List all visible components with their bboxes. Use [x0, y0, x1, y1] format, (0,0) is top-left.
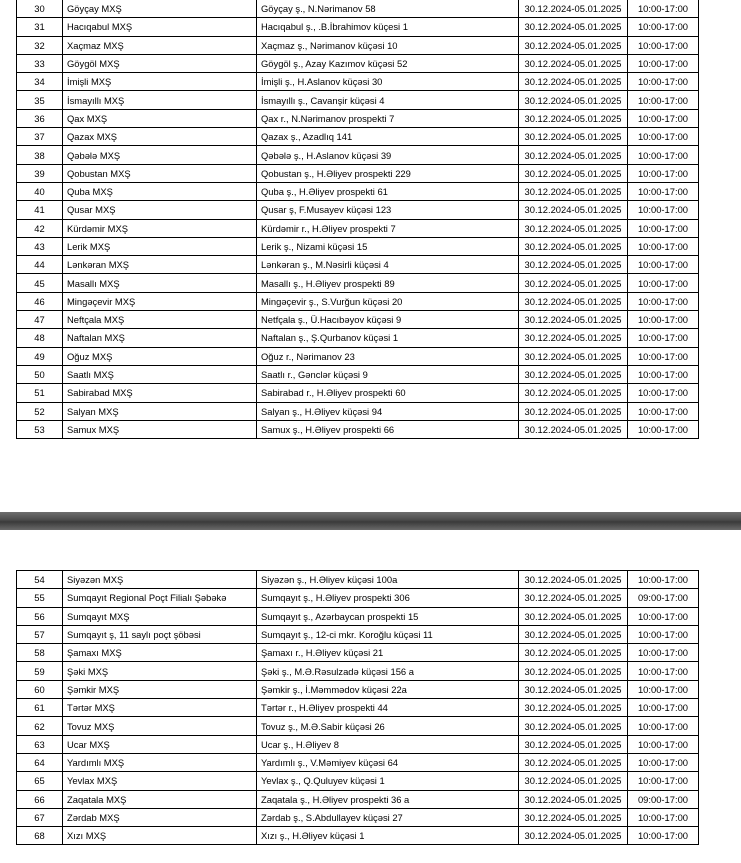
branch-address-cell: Şəki ş., M.Ə.Rəsulzadə küçəsi 156 a	[257, 662, 519, 680]
branch-address-cell: Qəbələ ş., H.Aslanov küçəsi 39	[257, 146, 519, 164]
table-row	[17, 420, 699, 438]
row-number-cell: 46	[17, 292, 63, 310]
date-range-cell: 30.12.2024-05.01.2025	[519, 662, 628, 680]
working-hours-cell: 10:00-17:00	[628, 662, 699, 680]
branch-address-cell: Saatlı r., Gənclər küçəsi 9	[257, 365, 519, 383]
row-number-cell: 48	[17, 329, 63, 347]
row-number-cell: 61	[17, 699, 63, 717]
date-range-cell: 30.12.2024-05.01.2025	[519, 365, 628, 383]
row-number-cell: 59	[17, 662, 63, 680]
branch-name-cell: Qəbələ MXŞ	[63, 146, 257, 164]
branch-address-cell: Lənkəran ş., M.Nəsirli küçəsi 4	[257, 256, 519, 274]
table-row	[17, 109, 699, 127]
table-row	[17, 292, 699, 310]
date-range-cell: 30.12.2024-05.01.2025	[519, 717, 628, 735]
date-range-cell: 30.12.2024-05.01.2025	[519, 329, 628, 347]
working-hours-cell: 10:00-17:00	[628, 347, 699, 365]
table-row	[17, 91, 699, 109]
working-hours-cell: 10:00-17:00	[628, 420, 699, 438]
table-row	[17, 790, 699, 808]
row-number-cell: 66	[17, 790, 63, 808]
table-row	[17, 589, 699, 607]
branch-name-cell: Tovuz MXŞ	[63, 717, 257, 735]
row-number-cell: 35	[17, 91, 63, 109]
working-hours-cell: 10:00-17:00	[628, 808, 699, 826]
branch-address-cell: Naftalan ş., Ş.Qurbanov küçəsi 1	[257, 329, 519, 347]
working-hours-cell: 10:00-17:00	[628, 402, 699, 420]
branch-address-cell: Yevlax ş., Q.Quluyev küçəsi 1	[257, 772, 519, 790]
working-hours-cell: 09:00-17:00	[628, 790, 699, 808]
branch-address-cell: Oğuz r., Nərimanov 23	[257, 347, 519, 365]
row-number-cell: 43	[17, 237, 63, 255]
working-hours-cell: 10:00-17:00	[628, 18, 699, 36]
branch-address-cell: Xızı ş., H.Əliyev küçəsi 1	[257, 827, 519, 845]
branch-name-cell: Sumqayıt ş, 11 saylı poçt şöbəsi	[63, 625, 257, 643]
branch-name-cell: Zərdab MXŞ	[63, 808, 257, 826]
branch-name-cell: Şəki MXŞ	[63, 662, 257, 680]
date-range-cell: 30.12.2024-05.01.2025	[519, 384, 628, 402]
table-row	[17, 237, 699, 255]
branch-name-cell: Hacıqabul MXŞ	[63, 18, 257, 36]
date-range-cell: 30.12.2024-05.01.2025	[519, 790, 628, 808]
table-row	[17, 772, 699, 790]
working-hours-cell: 10:00-17:00	[628, 73, 699, 91]
branch-address-cell: Tovuz ş., M.Ə.Sabir küçəsi 26	[257, 717, 519, 735]
branch-address-cell: Zərdab ş., S.Abdullayev küçəsi 27	[257, 808, 519, 826]
branch-name-cell: Zaqatala MXŞ	[63, 790, 257, 808]
branch-address-cell: Yardımlı ş., V.Məmiyev küçəsi 64	[257, 753, 519, 771]
table-row	[17, 827, 699, 845]
date-range-cell: 30.12.2024-05.01.2025	[519, 201, 628, 219]
branch-address-cell: Kürdəmir r., H.Əliyev prospekti 7	[257, 219, 519, 237]
working-hours-cell: 10:00-17:00	[628, 146, 699, 164]
working-hours-cell: 10:00-17:00	[628, 680, 699, 698]
branch-name-cell: Ucar MXŞ	[63, 735, 257, 753]
row-number-cell: 53	[17, 420, 63, 438]
date-range-cell: 30.12.2024-05.01.2025	[519, 0, 628, 18]
branch-name-cell: Salyan MXŞ	[63, 402, 257, 420]
branch-address-cell: Masallı ş., H.Əliyev prospekti 89	[257, 274, 519, 292]
working-hours-cell: 10:00-17:00	[628, 571, 699, 589]
working-hours-cell: 10:00-17:00	[628, 256, 699, 274]
row-number-cell: 39	[17, 164, 63, 182]
working-hours-cell: 10:00-17:00	[628, 735, 699, 753]
branch-address-cell: Qusar ş, F.Musayev küçəsi 123	[257, 201, 519, 219]
table-row	[17, 164, 699, 182]
working-hours-cell: 10:00-17:00	[628, 0, 699, 18]
date-range-cell: 30.12.2024-05.01.2025	[519, 625, 628, 643]
date-range-cell: 30.12.2024-05.01.2025	[519, 219, 628, 237]
working-hours-cell: 10:00-17:00	[628, 644, 699, 662]
branch-name-cell: Yevlax MXŞ	[63, 772, 257, 790]
date-range-cell: 30.12.2024-05.01.2025	[519, 73, 628, 91]
branch-address-cell: Sumqayıt ş., 12-ci mkr. Koroğlu küçəsi 11	[257, 625, 519, 643]
date-range-cell: 30.12.2024-05.01.2025	[519, 699, 628, 717]
row-number-cell: 34	[17, 73, 63, 91]
working-hours-cell: 10:00-17:00	[628, 699, 699, 717]
date-range-cell: 30.12.2024-05.01.2025	[519, 182, 628, 200]
branch-name-cell: Qusar MXŞ	[63, 201, 257, 219]
row-number-cell: 67	[17, 808, 63, 826]
date-range-cell: 30.12.2024-05.01.2025	[519, 680, 628, 698]
branch-name-cell: Masallı MXŞ	[63, 274, 257, 292]
branch-name-cell: Quba MXŞ	[63, 182, 257, 200]
branch-address-cell: Sumqayıt ş., H.Əliyev prospekti 306	[257, 589, 519, 607]
working-hours-cell: 10:00-17:00	[628, 128, 699, 146]
table-row	[17, 699, 699, 717]
date-range-cell: 30.12.2024-05.01.2025	[519, 36, 628, 54]
working-hours-cell: 10:00-17:00	[628, 91, 699, 109]
working-hours-cell: 10:00-17:00	[628, 109, 699, 127]
branch-address-cell: Tərtər r., H.Əliyev prospekti 44	[257, 699, 519, 717]
date-range-cell: 30.12.2024-05.01.2025	[519, 292, 628, 310]
date-range-cell: 30.12.2024-05.01.2025	[519, 18, 628, 36]
table-row	[17, 717, 699, 735]
branch-name-cell: Tərtər MXŞ	[63, 699, 257, 717]
row-number-cell: 36	[17, 109, 63, 127]
working-hours-cell: 10:00-17:00	[628, 607, 699, 625]
working-hours-cell: 10:00-17:00	[628, 54, 699, 72]
branch-address-cell: Xaçmaz ş., Nərimanov küçəsi 10	[257, 36, 519, 54]
table-row	[17, 347, 699, 365]
row-number-cell: 32	[17, 36, 63, 54]
row-number-cell: 65	[17, 772, 63, 790]
branch-name-cell: Lerik MXŞ	[63, 237, 257, 255]
row-number-cell: 30	[17, 0, 63, 18]
branch-name-cell: Yardımlı MXŞ	[63, 753, 257, 771]
branch-address-cell: Mingəçevir ş., S.Vurğun küçəsi 20	[257, 292, 519, 310]
row-number-cell: 45	[17, 274, 63, 292]
table-row	[17, 384, 699, 402]
row-number-cell: 56	[17, 607, 63, 625]
row-number-cell: 50	[17, 365, 63, 383]
table-row	[17, 644, 699, 662]
table-row	[17, 146, 699, 164]
branch-name-cell: Qazax MXŞ	[63, 128, 257, 146]
branch-name-cell: Neftçala MXŞ	[63, 311, 257, 329]
branch-address-cell: Göygöl ş., Azay Kazımov küçəsi 52	[257, 54, 519, 72]
branch-address-cell: Quba ş., H.Əliyev prospekti 61	[257, 182, 519, 200]
date-range-cell: 30.12.2024-05.01.2025	[519, 146, 628, 164]
row-number-cell: 54	[17, 571, 63, 589]
row-number-cell: 63	[17, 735, 63, 753]
branch-address-cell: Samux ş., H.Əliyev prospekti 66	[257, 420, 519, 438]
branch-address-cell: Lerik ş., Nizami küçəsi 15	[257, 237, 519, 255]
date-range-cell: 30.12.2024-05.01.2025	[519, 607, 628, 625]
branch-address-cell: Siyəzən ş., H.Əliyev küçəsi 100a	[257, 571, 519, 589]
branch-name-cell: Samux MXŞ	[63, 420, 257, 438]
branch-name-cell: Xızı MXŞ	[63, 827, 257, 845]
working-hours-cell: 09:00-17:00	[628, 589, 699, 607]
working-hours-cell: 10:00-17:00	[628, 311, 699, 329]
date-range-cell: 30.12.2024-05.01.2025	[519, 274, 628, 292]
row-number-cell: 33	[17, 54, 63, 72]
date-range-cell: 30.12.2024-05.01.2025	[519, 347, 628, 365]
working-hours-cell: 10:00-17:00	[628, 717, 699, 735]
row-number-cell: 64	[17, 753, 63, 771]
date-range-cell: 30.12.2024-05.01.2025	[519, 571, 628, 589]
table-row	[17, 54, 699, 72]
date-range-cell: 30.12.2024-05.01.2025	[519, 808, 628, 826]
branch-name-cell: Lənkəran MXŞ	[63, 256, 257, 274]
table-body-1	[17, 0, 699, 439]
branch-name-cell: Siyəzən MXŞ	[63, 571, 257, 589]
branch-schedule-table-2	[16, 570, 699, 845]
row-number-cell: 31	[17, 18, 63, 36]
working-hours-cell: 10:00-17:00	[628, 292, 699, 310]
row-number-cell: 57	[17, 625, 63, 643]
branch-address-cell: Salyan ş., H.Əliyev küçəsi 94	[257, 402, 519, 420]
branch-name-cell: Göyçay MXŞ	[63, 0, 257, 18]
branch-address-cell: Sabirabad r., H.Əliyev prospekti 60	[257, 384, 519, 402]
row-number-cell: 49	[17, 347, 63, 365]
table-row	[17, 182, 699, 200]
table-row	[17, 753, 699, 771]
row-number-cell: 47	[17, 311, 63, 329]
page-separator	[0, 512, 741, 530]
table-row	[17, 256, 699, 274]
row-number-cell: 58	[17, 644, 63, 662]
table-row	[17, 571, 699, 589]
date-range-cell: 30.12.2024-05.01.2025	[519, 589, 628, 607]
date-range-cell: 30.12.2024-05.01.2025	[519, 311, 628, 329]
date-range-cell: 30.12.2024-05.01.2025	[519, 128, 628, 146]
date-range-cell: 30.12.2024-05.01.2025	[519, 420, 628, 438]
date-range-cell: 30.12.2024-05.01.2025	[519, 827, 628, 845]
branch-name-cell: Oğuz MXŞ	[63, 347, 257, 365]
branch-schedule-table-1	[16, 0, 699, 439]
branch-name-cell: Mingəçevir MXŞ	[63, 292, 257, 310]
working-hours-cell: 10:00-17:00	[628, 237, 699, 255]
table-row	[17, 735, 699, 753]
row-number-cell: 68	[17, 827, 63, 845]
branch-name-cell: Şəmkir MXŞ	[63, 680, 257, 698]
date-range-cell: 30.12.2024-05.01.2025	[519, 91, 628, 109]
branch-address-cell: Şəmkir ş., İ.Məmmədov küçəsi 22a	[257, 680, 519, 698]
date-range-cell: 30.12.2024-05.01.2025	[519, 54, 628, 72]
table-row	[17, 365, 699, 383]
table-body-2	[17, 571, 699, 845]
table-row	[17, 808, 699, 826]
branch-name-cell: İsmayıllı MXŞ	[63, 91, 257, 109]
table-row	[17, 662, 699, 680]
table-row	[17, 18, 699, 36]
branch-name-cell: Qobustan MXŞ	[63, 164, 257, 182]
date-range-cell: 30.12.2024-05.01.2025	[519, 772, 628, 790]
date-range-cell: 30.12.2024-05.01.2025	[519, 402, 628, 420]
working-hours-cell: 10:00-17:00	[628, 164, 699, 182]
row-number-cell: 37	[17, 128, 63, 146]
branch-name-cell: Naftalan MXŞ	[63, 329, 257, 347]
row-number-cell: 42	[17, 219, 63, 237]
date-range-cell: 30.12.2024-05.01.2025	[519, 735, 628, 753]
table-row	[17, 329, 699, 347]
row-number-cell: 44	[17, 256, 63, 274]
working-hours-cell: 10:00-17:00	[628, 384, 699, 402]
working-hours-cell: 10:00-17:00	[628, 329, 699, 347]
branch-name-cell: Sabirabad MXŞ	[63, 384, 257, 402]
branch-name-cell: Qax MXŞ	[63, 109, 257, 127]
branch-address-cell: Sumqayıt ş., Azərbaycan prospekti 15	[257, 607, 519, 625]
working-hours-cell: 10:00-17:00	[628, 772, 699, 790]
row-number-cell: 41	[17, 201, 63, 219]
table-row	[17, 219, 699, 237]
working-hours-cell: 10:00-17:00	[628, 625, 699, 643]
working-hours-cell: 10:00-17:00	[628, 827, 699, 845]
branch-name-cell: Saatlı MXŞ	[63, 365, 257, 383]
branch-address-cell: Ucar ş., H.Əliyev 8	[257, 735, 519, 753]
branch-name-cell: İmişli MXŞ	[63, 73, 257, 91]
date-range-cell: 30.12.2024-05.01.2025	[519, 237, 628, 255]
branch-address-cell: Qazax ş., Azadlıq 141	[257, 128, 519, 146]
branch-address-cell: Netfçala ş., Ü.Hacıbəyov küçəsi 9	[257, 311, 519, 329]
working-hours-cell: 10:00-17:00	[628, 219, 699, 237]
branch-address-cell: Şamaxı r., H.Əliyev küçəsi 21	[257, 644, 519, 662]
branch-address-cell: Qax r., N.Nərimanov prospekti 7	[257, 109, 519, 127]
branch-address-cell: İmişli ş., H.Aslanov küçəsi 30	[257, 73, 519, 91]
table-row	[17, 274, 699, 292]
date-range-cell: 30.12.2024-05.01.2025	[519, 753, 628, 771]
table-row	[17, 73, 699, 91]
working-hours-cell: 10:00-17:00	[628, 274, 699, 292]
table-row	[17, 625, 699, 643]
date-range-cell: 30.12.2024-05.01.2025	[519, 256, 628, 274]
date-range-cell: 30.12.2024-05.01.2025	[519, 644, 628, 662]
table-row	[17, 128, 699, 146]
document-page-2	[0, 530, 741, 863]
branch-address-cell: Zaqatala ş., H.Əliyev prospekti 36 a	[257, 790, 519, 808]
working-hours-cell: 10:00-17:00	[628, 36, 699, 54]
branch-name-cell: Sumqayıt MXŞ	[63, 607, 257, 625]
table-row	[17, 36, 699, 54]
row-number-cell: 62	[17, 717, 63, 735]
row-number-cell: 55	[17, 589, 63, 607]
branch-name-cell: Kürdəmir MXŞ	[63, 219, 257, 237]
table-row	[17, 680, 699, 698]
table-row	[17, 311, 699, 329]
working-hours-cell: 10:00-17:00	[628, 753, 699, 771]
branch-address-cell: Göyçay ş., N.Nərimanov 58	[257, 0, 519, 18]
table-row	[17, 0, 699, 18]
branch-address-cell: Hacıqabul ş., .B.İbrahimov küçesi 1	[257, 18, 519, 36]
branch-address-cell: İsmayıllı ş., Cavanşir küçəsi 4	[257, 91, 519, 109]
branch-name-cell: Xaçmaz MXŞ	[63, 36, 257, 54]
working-hours-cell: 10:00-17:00	[628, 182, 699, 200]
row-number-cell: 51	[17, 384, 63, 402]
row-number-cell: 52	[17, 402, 63, 420]
branch-name-cell: Göygöl MXŞ	[63, 54, 257, 72]
working-hours-cell: 10:00-17:00	[628, 365, 699, 383]
date-range-cell: 30.12.2024-05.01.2025	[519, 109, 628, 127]
date-range-cell: 30.12.2024-05.01.2025	[519, 164, 628, 182]
row-number-cell: 40	[17, 182, 63, 200]
table-row	[17, 201, 699, 219]
working-hours-cell: 10:00-17:00	[628, 201, 699, 219]
table-row	[17, 402, 699, 420]
branch-name-cell: Şamaxı MXŞ	[63, 644, 257, 662]
row-number-cell: 38	[17, 146, 63, 164]
branch-name-cell: Sumqayıt Regional Poçt Filialı Şəbəkə	[63, 589, 257, 607]
branch-address-cell: Qobustan ş., H.Əliyev prospekti 229	[257, 164, 519, 182]
row-number-cell: 60	[17, 680, 63, 698]
table-row	[17, 607, 699, 625]
